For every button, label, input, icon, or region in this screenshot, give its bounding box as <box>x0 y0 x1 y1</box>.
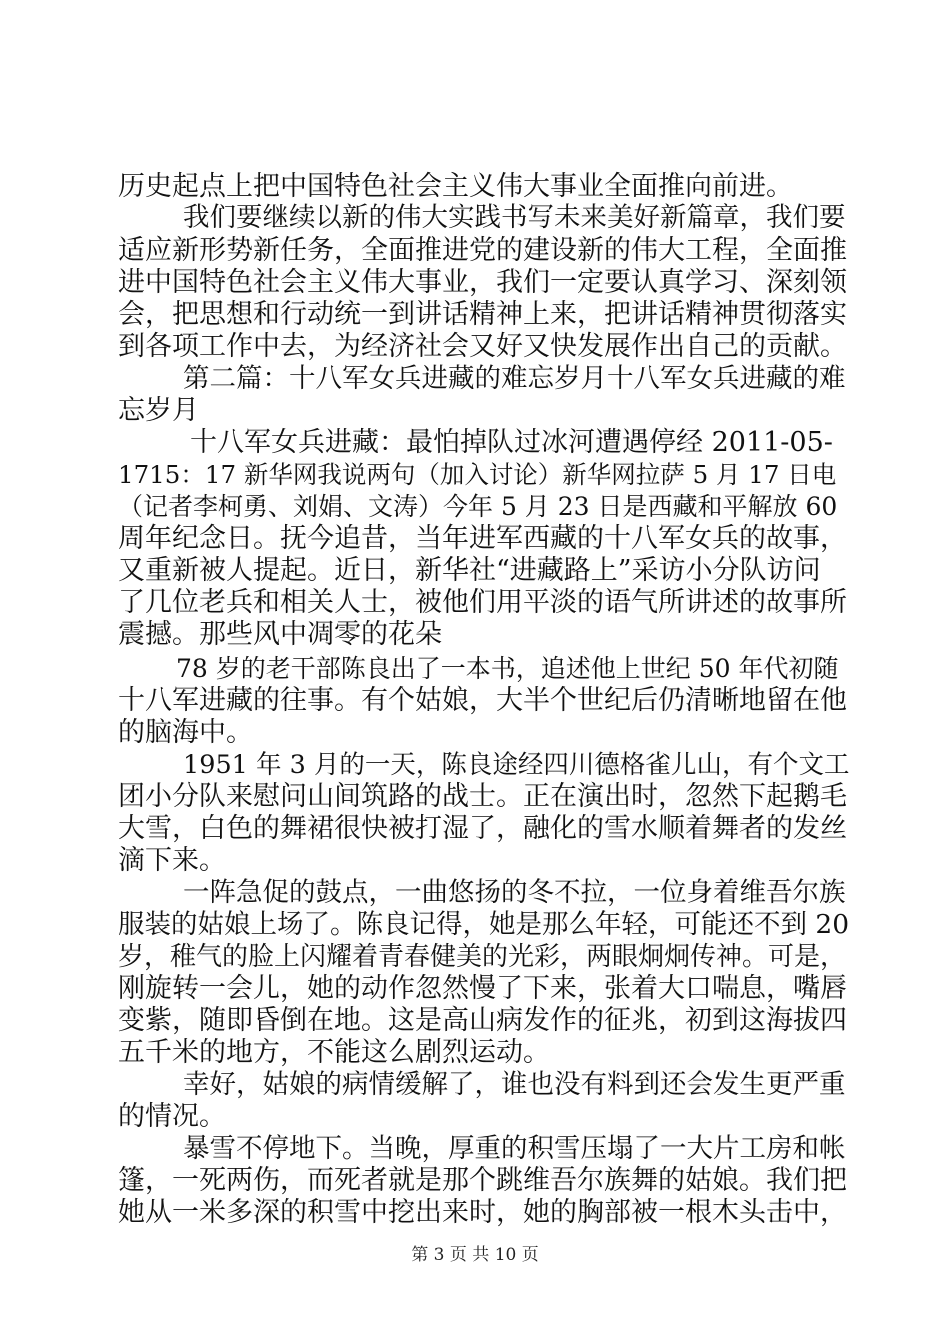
text-line: 幸好，姑娘的病情缓解了，谁也没有料到还会发生更严重 <box>183 1069 846 1100</box>
text-line: 变紫，随即昏倒在地。这是高山病发作的征兆，初到这海拔四 <box>118 1005 847 1036</box>
text-line: 刚旋转一会儿，她的动作忽然慢了下来，张着大口喘息，嘴唇 <box>118 973 847 1004</box>
text-line: 1951 年 3 月的一天，陈良途经四川德格雀儿山，有个文工 <box>183 750 850 780</box>
text-line: 震撼。那些风中凋零的花朵 <box>118 619 442 650</box>
text-line: 我们要继续以新的伟大实践书写未来美好新篇章，我们要 <box>183 202 846 233</box>
text-line: 的脑海中。 <box>118 717 253 748</box>
text-line: 团小分队来慰问山间筑路的战士。正在演出时，忽然下起鹅毛 <box>118 781 847 812</box>
text-line: 1715：17 新华网我说两句（加入讨论）新华网拉萨 5 月 17 日电 <box>118 460 837 489</box>
text-line: 又重新被人提起。近日，新华社“进藏路上”采访小分队访问 <box>118 555 821 586</box>
text-line: 进中国特色社会主义伟大事业，我们一定要认真学习、深刻领 <box>118 267 847 298</box>
text-line: 历史起点上把中国特色社会主义伟大事业全面推向前进。 <box>118 171 793 202</box>
text-line: 岁，稚气的脸上闪耀着青春健美的光彩，两眼炯炯传神。可是， <box>118 942 847 972</box>
text-line: 她从一米多深的积雪中挖出来时，她的胸部被一根木头击中， <box>118 1197 847 1228</box>
text-line: 78 岁的老干部陈良出了一本书，追述他上世纪 50 年代初随 <box>176 654 839 683</box>
text-line: 适应新形势新任务，全面推进党的建设新的伟大工程，全面推 <box>118 235 847 266</box>
text-line: 服装的姑娘上场了。陈良记得，她是那么年轻，可能还不到 20 <box>118 909 850 940</box>
text-line: 篷，一死两伤，而死者就是那个跳维吾尔族舞的姑娘。我们把 <box>118 1165 847 1196</box>
text-line: 周年纪念日。抚今追昔，当年进军西藏的十八军女兵的故事， <box>118 523 847 554</box>
text-line: 一阵急促的鼓点，一曲悠扬的冬不拉，一位身着维吾尔族 <box>183 877 846 908</box>
text-line: 滴下来。 <box>118 845 226 876</box>
page-number-footer: 第 3 页 共 10 页 <box>411 1245 539 1265</box>
text-line: （记者李柯勇、刘娟、文涛）今年 5 月 23 日是西藏和平解放 60 <box>118 492 838 521</box>
text-line: 到各项工作中去，为经济社会又好又快发展作出自己的贡献。 <box>118 331 847 362</box>
text-line: 会，把思想和行动统一到讲话精神上来，把讲话精神贯彻落实 <box>118 299 847 330</box>
text-line: 十八军女兵进藏：最怕掉队过冰河遭遇停经 2011-05- <box>190 427 833 458</box>
text-line: 十八军进藏的往事。有个姑娘，大半个世纪后仍清晰地留在他 <box>118 685 847 716</box>
text-line: 暴雪不停地下。当晚，厚重的积雪压塌了一大片工房和帐 <box>183 1133 846 1164</box>
text-line: 大雪，白色的舞裙很快被打湿了，融化的雪水顺着舞者的发丝 <box>118 813 847 844</box>
section-heading: 忘岁月 <box>118 395 199 426</box>
text-line: 了几位老兵和相关人士，被他们用平淡的语气所讲述的故事所 <box>118 587 847 618</box>
section-heading: 第二篇：十八军女兵进藏的难忘岁月十八军女兵进藏的难 <box>183 363 846 394</box>
text-line: 的情况。 <box>118 1101 226 1132</box>
text-line: 五千米的地方，不能这么剧烈运动。 <box>118 1037 550 1068</box>
